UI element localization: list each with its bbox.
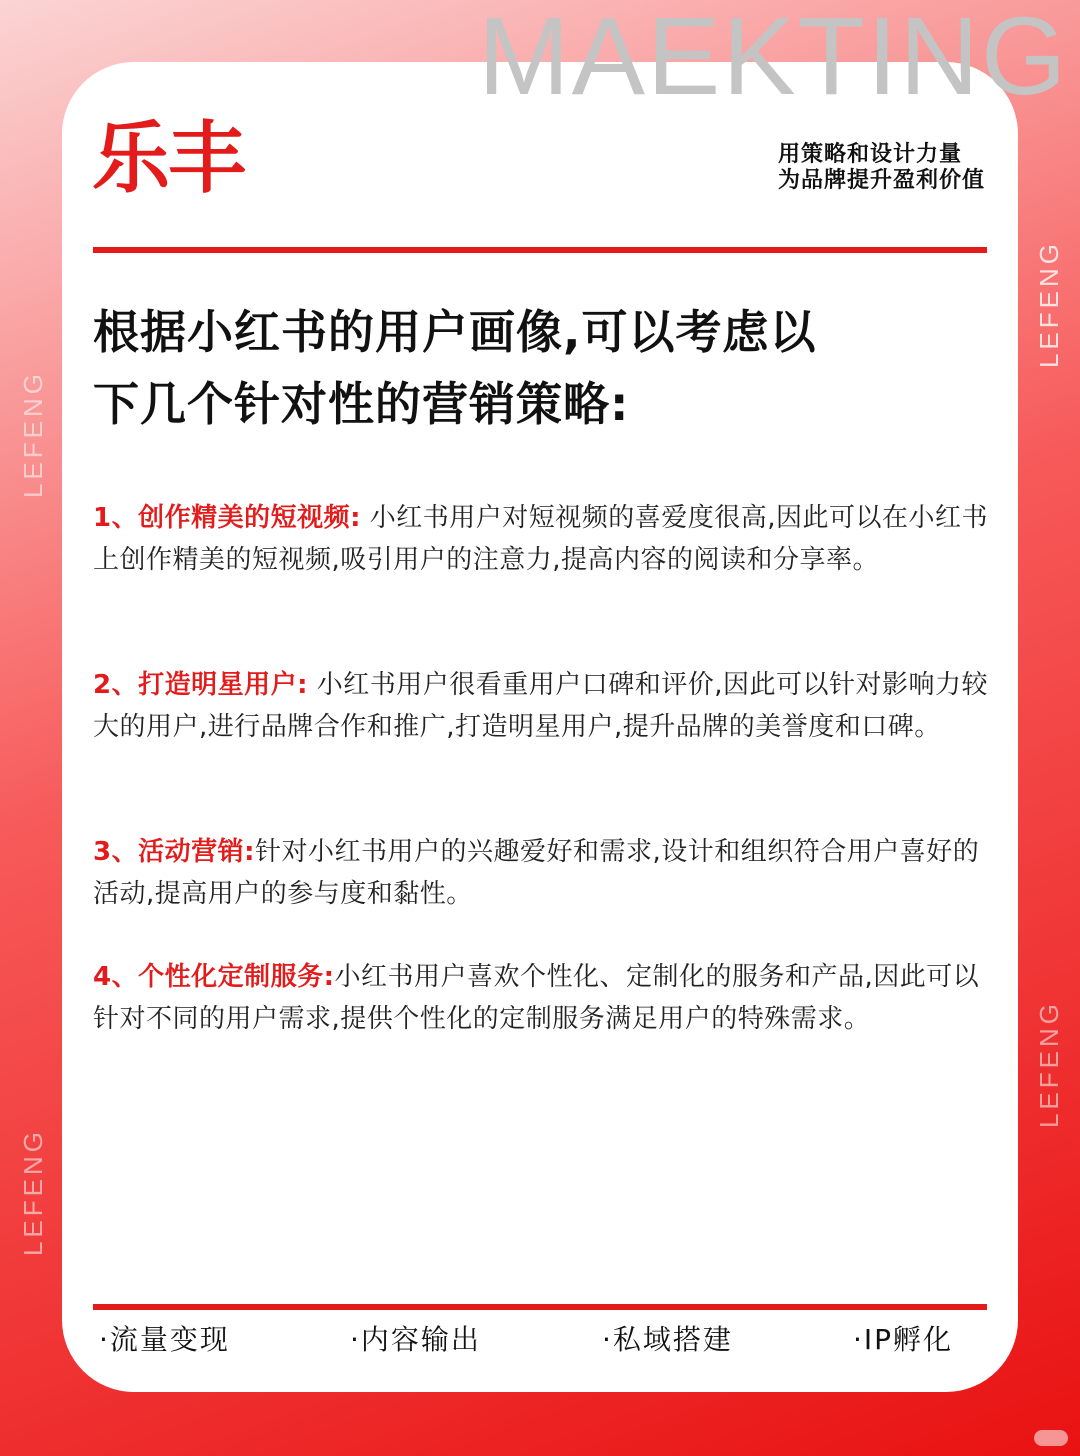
tag-content-output: ·内容输出 xyxy=(350,1323,481,1356)
strategy-label: 2、打造明星用户: xyxy=(93,670,308,700)
side-mark-left-bottom: LEFENG xyxy=(18,1128,48,1257)
brand-logo: 乐丰 xyxy=(92,114,245,204)
slogan-line-2: 为品牌提升盈利价值 xyxy=(778,168,986,193)
watermark-title: MAEKTING xyxy=(478,0,1069,118)
bottom-divider xyxy=(93,1304,987,1310)
headline-line-1: 根据小红书的用户画像,可以考虑以 xyxy=(93,305,817,359)
tag-ip-incubation: ·IP孵化 xyxy=(853,1323,954,1356)
strategy-text: 针对小红书用户的兴趣爱好和需求,设计和组织符合用户喜好的活动,提高用户的参与度和黏性。 xyxy=(93,837,980,909)
top-divider xyxy=(93,247,987,253)
page-title xyxy=(93,296,993,440)
strategy-label: 3、活动营销: xyxy=(93,837,255,867)
tag-private-domain: ·私域搭建 xyxy=(602,1323,733,1356)
slogan-line-1: 用策略和设计力量 xyxy=(778,142,963,167)
headline-line-2: 下几个针对性的营销策略: xyxy=(93,377,630,431)
strategy-item-1 xyxy=(93,497,993,581)
strategy-text: 小红书用户喜欢个性化、定制化的服务和产品,因此可以针对不同的用户需求,提供个性化的定制服务满足用户的特殊需求。 xyxy=(93,962,980,1034)
side-mark-right-top: LEFENG xyxy=(1034,240,1064,369)
corner-badge xyxy=(1034,1430,1068,1446)
strategy-item-2 xyxy=(93,664,993,748)
strategy-label: 4、个性化定制服务: xyxy=(93,962,335,992)
strategy-item-3 xyxy=(93,831,993,915)
strategy-text: 小红书用户很看重用户口碑和评价,因此可以针对影响力较大的用户,进行品牌合作和推广,打造明星用户,提升品牌的美誉度和口碑。 xyxy=(93,670,989,742)
strategy-text: 小红书用户对短视频的喜爱度很高,因此可以在小红书上创作精美的短视频,吸引用户的注意力,提高内容的阅读和分享率。 xyxy=(93,503,989,575)
strategy-item-4 xyxy=(93,956,993,1040)
service-tags xyxy=(93,1318,993,1362)
slogan xyxy=(778,142,985,194)
tag-traffic-monetization: ·流量变现 xyxy=(99,1323,230,1356)
side-mark-right-bottom: LEFENG xyxy=(1034,1000,1064,1129)
side-mark-left-top: LEFENG xyxy=(18,370,48,499)
strategy-label: 1、创作精美的短视频: xyxy=(93,503,361,533)
